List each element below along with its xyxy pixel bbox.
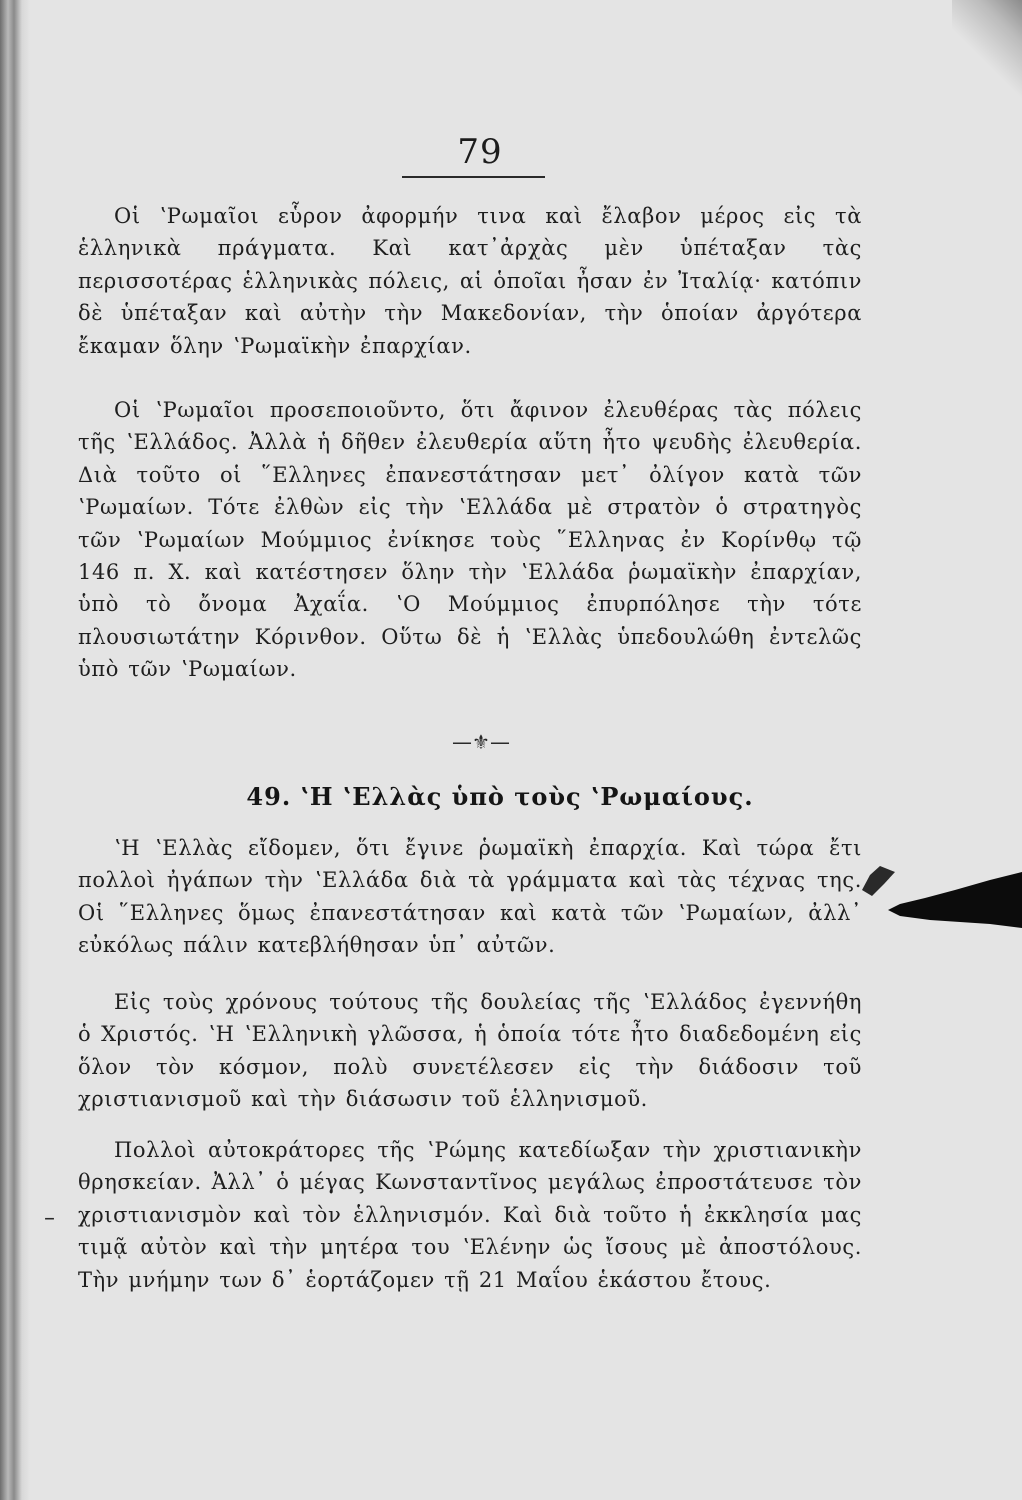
paragraph-5: Πολλοὶ αὐτοκράτορες τῆς ʽΡώμης κατεδίωξαν τὴν χριστιανικὴν θρησκείαν. Ἀλλ᾽ ὁ μέγας Κωνσταντῖνος μεγάλως ἐπροστάτευσε τὸν χριστιανισμὸν καὶ τὸν ἑλληνισμόν. Καὶ διὰ τοῦτο ἡ ἐκκλησία μας τιμᾷ αὐτὸν καὶ τὴν μητέρα του ʽΕλένην ὡς ἴσους μὲ ἀποστόλους. Τὴν μνήμην των δ᾽ ἑορτάζομεν τῇ 21 Μαΐου ἑκάστου ἔτους. (78, 1138, 862, 1292)
paragraph-4: Εἰς τοὺς χρόνους τούτους τῆς δουλείας τῆς ʽΕλλάδος ἐγεννήθη ὁ Χριστός. ʽΗ ʽΕλληνικὴ γλῶσσα, ἡ ὁποία τότε ἦτο διαδεδομένη εἰς ὅλον τὸν κόσμον, πολὺ συνετέλεσεν εἰς τὴν διάδοσιν τοῦ χριστιανισμοῦ καὶ τὴν διάσωσιν τοῦ ἑλληνισμοῦ. (78, 990, 862, 1112)
margin-mark: – (44, 1206, 55, 1231)
page-number: 79 (457, 132, 503, 172)
paragraph-3: ʽΗ ʽΕλλὰς εἴδομεν, ὅτι ἔγινε ῥωμαϊκὴ ἐπαρχία. Καὶ τώρα ἔτι πολλοὶ ἠγάπων τὴν ʽΕλλάδα διὰ τὰ γράμματα καὶ τὰς τέχνας της. Οἱ ῞Ελληνες ὅμως ἐπανεστάτησαν καὶ κατὰ τῶν ʽΡωμαίων, ἀλλ᾽ εὐκόλως πάλιν κατεβλήθησαν ὑπ᾽ αὐτῶν. (78, 836, 862, 958)
section-heading: 49. ʽΗ ʽΕλλὰς ὑπὸ τοὺς ʽΡωμαίους. (246, 782, 754, 811)
paragraph-2: Οἱ ʽΡωμαῖοι προσεποιοῦντο, ὅτι ἄφινον ἐλευθέρας τὰς πόλεις τῆς ʽΕλλάδος. Ἀλλὰ ἡ δῆθεν ἐλευθερία αὕτη ἦτο ψευδὴς ἐλευθερία. Διὰ τοῦτο οἱ ῞Ελληνες ἐπανεστάτησαν μετ᾽ ὀλίγον κατὰ τῶν ʽΡωμαίων. Τότε ἐλθὼν εἰς τὴν ʽΕλλάδα μὲ στρατὸν ὁ στρατηγὸς τῶν ʽΡωμαίων Μούμμιος ἐνίκησε τοὺς ῞Ελληνας ἐν Κορίνθῳ τῷ 146 π. Χ. καὶ κατέστησεν ὅλην τὴν ʽΕλλάδα ῥωμαϊκὴν ἐπαρχίαν, ὑπὸ τὸ ὄνομα Ἀχαΐα. ʽΟ Μούμμιος ἐπυρπόλησε τὴν τότε πλουσιωτάτην Κόρινθον. Οὕτω δὲ ἡ ʽΕλλὰς ὑπεδουλώθη ἐντελῶς ὑπὸ τῶν ʽΡωμαίων. (78, 398, 862, 682)
ornament-divider-icon: —⚜— (452, 730, 510, 754)
header-rule (402, 176, 545, 178)
paragraph-1: Οἱ ʽΡωμαῖοι εὗρον ἀφορμήν τινα καὶ ἔλαβον μέρος εἰς τὰ ἑλληνικὰ πράγματα. Καὶ κατ᾽ἀρχὰς μὲν ὑπέταξαν τὰς περισσοτέρας ἑλληνικὰς πόλεις, αἱ ὁποῖαι ἦσαν ἐν Ἰταλίᾳ· κατόπιν δὲ ὑπέταξαν καὶ αὐτὴν τὴν Μακεδονίαν, τὴν ὁποίαν ἀργότερα ἔκαμαν ὅλην ʽΡωμαϊκὴν ἐπαρχίαν. (78, 204, 862, 358)
